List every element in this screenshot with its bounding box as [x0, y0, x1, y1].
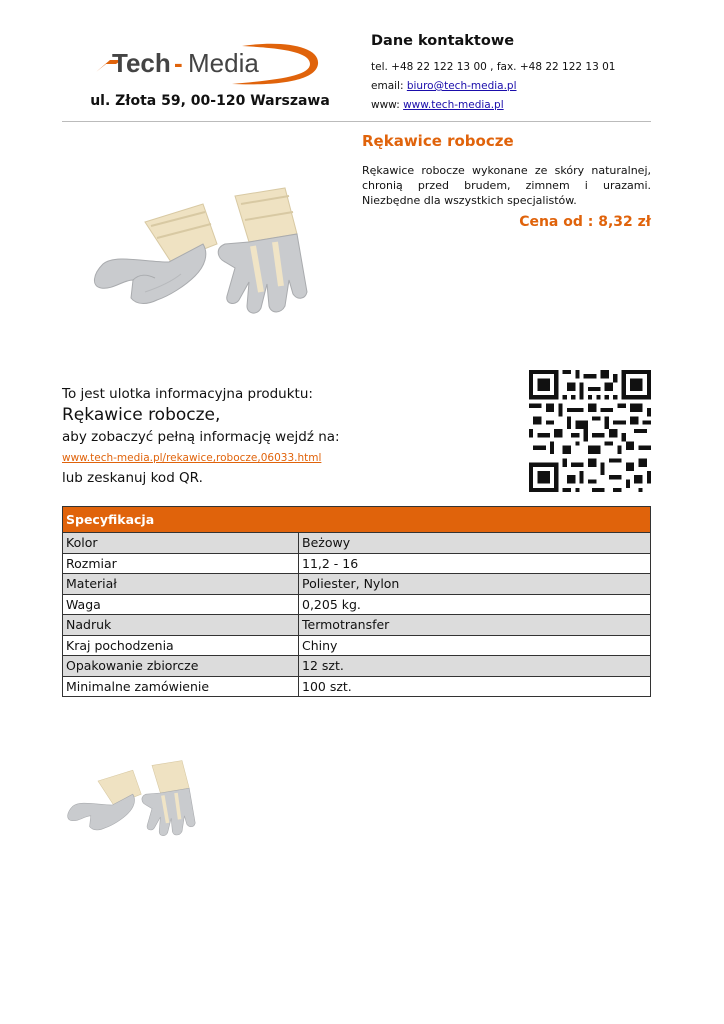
gloves-product-image [85, 182, 335, 322]
table-row [63, 615, 651, 636]
contact-title: Dane kontaktowe [371, 33, 515, 49]
email-line [371, 77, 661, 96]
table-row [63, 553, 651, 574]
spec-key: Kraj pochodzenia [63, 635, 299, 656]
table-row [63, 533, 651, 554]
spec-key: Materiał [63, 574, 299, 595]
spec-value: Chiny [299, 635, 651, 656]
spec-key: Opakowanie zbiorcze [63, 656, 299, 677]
company-address: ul. Złota 59, 00-120 Warszawa [90, 93, 330, 109]
product-page-link[interactable]: www.tech-media.pl/rekawice,robocze,06033.html [62, 452, 322, 464]
header-divider [62, 121, 651, 122]
table-row [63, 574, 651, 595]
product-title: Rękawice robocze [362, 132, 514, 150]
svg-text:Media: Media [188, 48, 259, 78]
email-label: email: [371, 80, 407, 92]
www-link[interactable]: www.tech-media.pl [403, 99, 504, 111]
spec-value: 100 szt. [299, 676, 651, 697]
flyer-product-name: Rękawice robocze, [62, 405, 221, 425]
spec-value: 11,2 - 16 [299, 553, 651, 574]
spec-value: 0,205 kg. [299, 594, 651, 615]
qr-code [529, 370, 651, 492]
table-row [63, 635, 651, 656]
spec-value: Beżowy [299, 533, 651, 554]
spec-key: Waga [63, 594, 299, 615]
specification-table [62, 506, 651, 697]
flyer-info [62, 384, 482, 488]
www-line [371, 96, 661, 115]
email-link[interactable]: biuro@tech-media.pl [406, 80, 517, 92]
spec-key: Kolor [63, 533, 299, 554]
spec-key: Rozmiar [63, 553, 299, 574]
spec-key: Minimalne zamówienie [63, 676, 299, 697]
table-row [63, 676, 651, 697]
product-description: Rękawice robocze wykonane ze skóry naturalnej, chronią przed brudem, zimnem i urazami. Niezbędne dla wszystkich specjalistów. [362, 164, 651, 207]
phone-fax-line: tel. +48 22 122 13 00 , fax. +48 22 122 13 01 [371, 61, 616, 73]
spec-value: Poliester, Nylon [299, 574, 651, 595]
spec-value: 12 szt. [299, 656, 651, 677]
tech-media-logo [92, 40, 322, 90]
product-price: Cena od : 8,32 zł [519, 214, 651, 230]
flyer-intro: To jest ulotka informacyjna produktu: [62, 386, 313, 402]
flyer-instruction: aby zobaczyć pełną informację wejdź na: [62, 429, 340, 445]
spec-header: Specyfikacja [63, 507, 651, 533]
table-row [63, 656, 651, 677]
flyer-qr-hint: lub zeskanuj kod QR. [62, 470, 203, 486]
spec-key: Nadruk [63, 615, 299, 636]
www-label: www: [371, 99, 404, 111]
contact-section [371, 33, 661, 115]
table-row [63, 594, 651, 615]
svg-text:Tech: Tech [112, 48, 171, 78]
gloves-thumbnail-image [62, 756, 212, 842]
spec-value: Termotransfer [299, 615, 651, 636]
svg-text:-: - [174, 48, 183, 78]
